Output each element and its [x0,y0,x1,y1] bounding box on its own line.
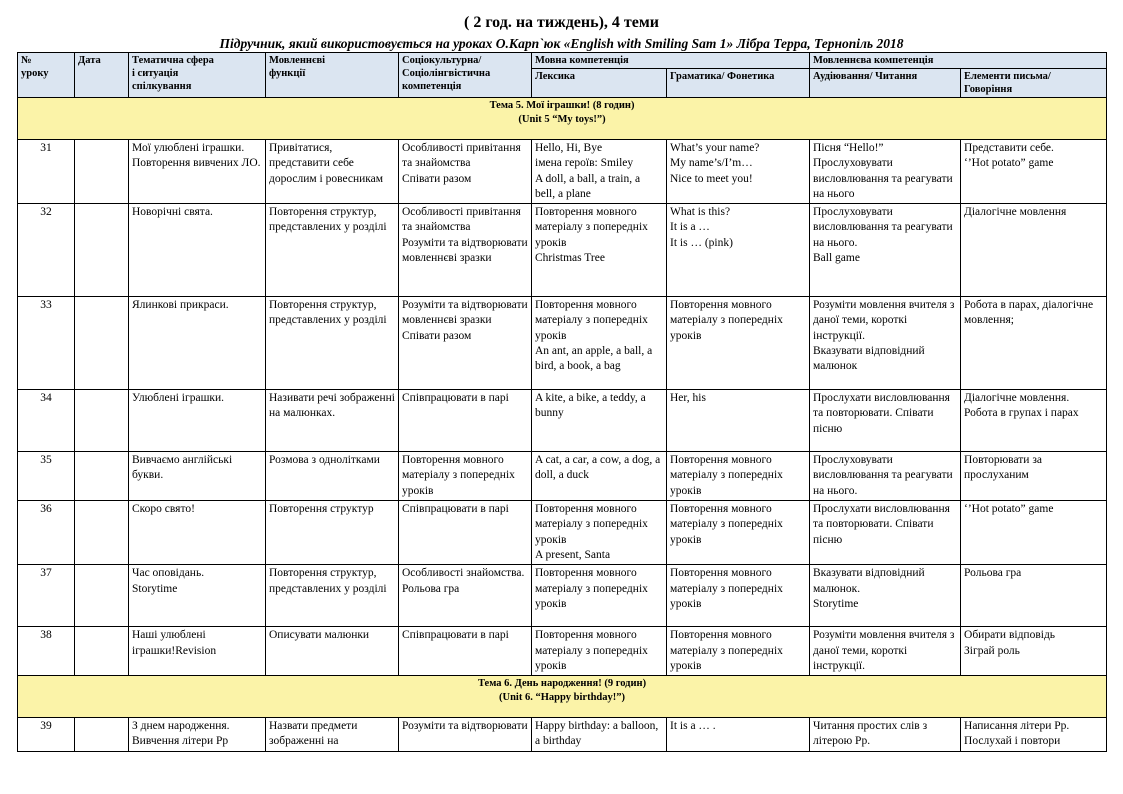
grammar: What is this? It is a … It is … (pink) [667,204,810,297]
lesson-date [75,718,129,752]
listening-reading: Вказувати відповідний малюнок. Storytime [810,565,961,627]
writing-speaking: Повторювати за прослуханим [961,452,1107,501]
listening-reading: Читання простих слів з літерою Pp. [810,718,961,752]
col-header-speech-functions: Мовленнєві функції [266,53,399,98]
sociocultural: Особливості привітання та знайомства Розуміти та відтворювати мовленнєві зразки [399,204,532,297]
lesson-number: 37 [18,565,75,627]
lesson-date [75,204,129,297]
lesson-date [75,452,129,501]
vocabulary: Hello, Hi, Bye імена героїв: Smiley A doll, a ball, a train, a bell, a plane [532,140,667,204]
table-row [18,718,1107,752]
lesson-topic: Новорічні свята. [129,204,266,297]
table-row [18,501,1107,565]
col-header-grammar: Граматика/ Фонетика [667,69,810,98]
table-row [18,297,1107,390]
writing-speaking: ‘’Hot potato” game [961,501,1107,565]
lesson-date [75,140,129,204]
lesson-topic: З днем народження. Вивчення літери Pp [129,718,266,752]
sociocultural: Особливості знайомства. Рольова гра [399,565,532,627]
speech-functions: Називати речі зображенні на малюнках. [266,390,399,452]
lesson-date [75,565,129,627]
lesson-date [75,501,129,565]
col-header-listening: Аудіювання/ Читання [810,69,961,98]
listening-reading: Прослухати висловлювання та повторювати. Співати пісню [810,501,961,565]
textbook-subtitle: Підручник, який використовується на уроках О.Карп`юк «English with Smiling Sam 1» Лібра Терра, Тернопіль 2018 [219,36,904,51]
unit-5-heading: Тема 5. Мої іграшки! (8 годин) (Unit 5 “My toys!”) [18,98,1107,140]
col-header-topic: Тематична сфера і ситуація спілкування [129,53,266,98]
vocabulary: Повторення мовного матеріалу з попередніх уроків Christmas Tree [532,204,667,297]
lesson-topic: Скоро свято! [129,501,266,565]
vocabulary: Happy birthday: a balloon, a birthday [532,718,667,752]
lesson-number: 35 [18,452,75,501]
grammar: Повторення мовного матеріалу з попередніх уроків [667,452,810,501]
vocabulary: Повторення мовного матеріалу з попередніх уроків An ant, an apple, a ball, a bird, a book, a bag [532,297,667,390]
sociocultural: Особливості привітання та знайомства Співати разом [399,140,532,204]
table-row [18,390,1107,452]
speech-functions: Повторення структур, представлених у розділі [266,297,399,390]
writing-speaking: Написання літери Pp. Послухай і повтори [961,718,1107,752]
lesson-plan-table [17,52,1107,752]
col-header-date: Дата [75,53,129,98]
col-header-writing: Елементи письма/ Говоріння [961,69,1107,98]
col-header-speech-competence: Мовленнєва компетенція [810,53,1107,69]
table-row [18,204,1107,297]
vocabulary: A cat, a car, a cow, a dog, a doll, a duck [532,452,667,501]
grammar: Повторення мовного матеріалу з попередніх уроків [667,627,810,676]
page-title: ( 2 год. на тиждень), 4 теми [463,14,659,31]
sociocultural: Співпрацювати в парі [399,627,532,676]
vocabulary: Повторення мовного матеріалу з попередніх уроків [532,565,667,627]
lesson-topic: Вивчаємо англійські букви. [129,452,266,501]
writing-speaking: Діалогічне мовлення [961,204,1107,297]
grammar: Повторення мовного матеріалу з попередніх уроків [667,565,810,627]
speech-functions: Повторення структур, представлених у розділі [266,204,399,297]
grammar: What’s your name? My name’s/I’m… Nice to meet you! [667,140,810,204]
lesson-topic: Наші улюблені іграшки!Revision [129,627,266,676]
sociocultural: Співпрацювати в парі [399,390,532,452]
writing-speaking: Діалогічне мовлення. Робота в групах і парах [961,390,1107,452]
vocabulary: A kite, a bike, a teddy, a bunny [532,390,667,452]
sociocultural: Співпрацювати в парі [399,501,532,565]
speech-functions: Розмова з однолітками [266,452,399,501]
table-row [18,565,1107,627]
writing-speaking: Робота в парах, діалогічне мовлення; [961,297,1107,390]
lesson-date [75,627,129,676]
table-row [18,627,1107,676]
writing-speaking: Представити себе. ‘’Hot potato” game [961,140,1107,204]
unit-6-heading: Тема 6. День народження! (9 годин) (Unit 6. “Happy birthday!”) [18,676,1107,718]
grammar: Повторення мовного матеріалу з попередніх уроків [667,501,810,565]
lesson-date [75,390,129,452]
lesson-number: 34 [18,390,75,452]
lesson-number: 33 [18,297,75,390]
grammar: Повторення мовного матеріалу з попередніх уроків [667,297,810,390]
writing-speaking: Обирати відповідь Зіграй роль [961,627,1107,676]
col-header-sociocultural: Соціокультурна/ Соціолінгвістична компетенція [399,53,532,98]
speech-functions: Описувати малюнки [266,627,399,676]
lesson-date [75,297,129,390]
lesson-number: 32 [18,204,75,297]
listening-reading: Розуміти мовлення вчителя з даної теми, короткі інструкції. Вказувати відповідний малюнок [810,297,961,390]
vocabulary: Повторення мовного матеріалу з попередніх уроків A present, Santa [532,501,667,565]
lesson-topic: Час оповідань. Storytime [129,565,266,627]
sociocultural: Повторення мовного матеріалу з попередніх уроків [399,452,532,501]
listening-reading: Розуміти мовлення вчителя з даної теми, короткі інструкції. [810,627,961,676]
speech-functions: Назвати предмети зображенні на [266,718,399,752]
lesson-number: 31 [18,140,75,204]
sociocultural: Розуміти та відтворювати [399,718,532,752]
table-row [18,140,1107,204]
lesson-number: 38 [18,627,75,676]
listening-reading: Прослуховувати висловлювання та реагувати на нього. [810,452,961,501]
listening-reading: Прослухати висловлювання та повторювати. Співати пісню [810,390,961,452]
col-header-vocabulary: Лексика [532,69,667,98]
lesson-number: 36 [18,501,75,565]
vocabulary: Повторення мовного матеріалу з попередніх уроків [532,627,667,676]
lesson-topic: Улюблені іграшки. [129,390,266,452]
lesson-topic: Мої улюблені іграшки. Повторення вивчених ЛО. [129,140,266,204]
writing-speaking: Рольова гра [961,565,1107,627]
speech-functions: Повторення структур, представлених у розділі [266,565,399,627]
listening-reading: Прослуховувати висловлювання та реагувати на нього. Ball game [810,204,961,297]
col-header-language-competence: Мовна компетенція [532,53,810,69]
col-header-num: № уроку [18,53,75,98]
grammar: Her, his [667,390,810,452]
sociocultural: Розуміти та відтворювати мовленнєві зразки Співати разом [399,297,532,390]
listening-reading: Пісня “Hello!” Прослуховувати висловлювання та реагувати на нього [810,140,961,204]
speech-functions: Привітатися, представити себе дорослим і ровесникам [266,140,399,204]
lesson-number: 39 [18,718,75,752]
grammar: It is a … . [667,718,810,752]
speech-functions: Повторення структур [266,501,399,565]
lesson-topic: Ялинкові прикраси. [129,297,266,390]
table-row [18,452,1107,501]
